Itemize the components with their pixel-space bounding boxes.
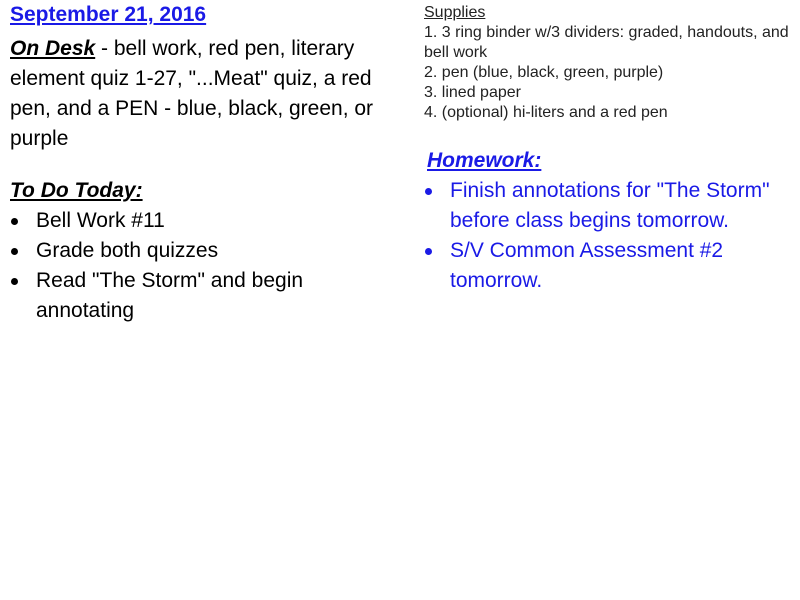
supplies-section [424, 3, 794, 123]
bullet-icon [425, 188, 432, 195]
to-do-heading: To Do Today: [10, 179, 143, 202]
on-desk-heading: On Desk [10, 37, 96, 60]
supplies-heading: Supplies [424, 4, 486, 21]
on-desk-text: - bell work, red pen, literary element quiz 1-27, "...Meat" quiz, a red pen, and a PEN - blue, black, green, or purple [10, 37, 374, 150]
left-column [10, 2, 405, 326]
to-do-item: Grade both quizzes [36, 239, 219, 262]
bullet-icon [11, 248, 18, 255]
bullet-icon [11, 218, 18, 225]
list-item [10, 266, 405, 326]
bullet-icon [11, 278, 18, 285]
list-item [10, 236, 405, 266]
supplies-item: 2. pen (blue, black, green, purple) [424, 64, 664, 81]
homework-list [424, 176, 794, 296]
homework-item: Finish annotations for "The Storm" before class begins tomorrow. [450, 179, 770, 232]
supplies-item: 4. (optional) hi-liters and a red pen [424, 104, 668, 121]
spacer [10, 154, 405, 176]
to-do-item: Read "The Storm" and begin annotating [36, 269, 304, 322]
list-item [424, 236, 794, 296]
homework-heading: Homework: [427, 149, 542, 172]
supplies-item: 1. 3 ring binder w/3 dividers: graded, handouts, and bell work [424, 24, 789, 61]
bullet-icon [425, 248, 432, 255]
to-do-list [10, 206, 405, 326]
right-column [424, 3, 794, 296]
homework-item: S/V Common Assessment #2 tomorrow. [450, 239, 724, 292]
date-title: September 21, 2016 [10, 3, 207, 26]
supplies-item: 3. lined paper [424, 84, 521, 101]
homework-section [424, 146, 794, 296]
list-item [424, 176, 794, 236]
list-item [10, 206, 405, 236]
to-do-section [10, 176, 405, 326]
to-do-item: Bell Work #11 [36, 209, 165, 232]
on-desk-paragraph [10, 34, 405, 154]
